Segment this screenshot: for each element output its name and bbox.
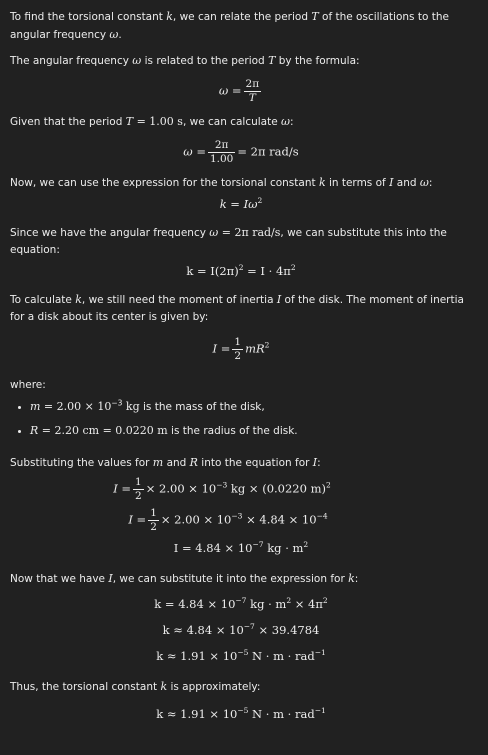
now-substitute-paragraph: Now that we have I, we can substitute it into the expression for k: [10,572,359,585]
conclusion-paragraph: Thus, the torsional constant k is approximately: [10,680,261,693]
given-period-paragraph: Given that the period T = 1.00 s, we can calculate ω: [10,115,294,128]
variable-list [10,398,472,440]
equation-k-numeric: $k \approx 4.84 \times 10^{-7} \times 39.4784$ [162,622,320,637]
equation-k-substituted: $k = I(2\pi)^2 = I \cdot 4\pi^2$ [186,263,296,278]
substituting-values-paragraph: Substituting the values for m and R into the equation for I: [10,456,321,469]
equation-final-answer: $k \approx 1.91 \times 10^{-5}$ N · m · rad$^{-1}$ [156,706,326,721]
equation-k-formula: $k = I\omega^2$ [219,196,263,211]
angular-frequency-paragraph: The angular frequency ω is related to the period T by the formula: [10,54,360,67]
equation-omega-value: ω = $\frac{2\pi}{1.00}$ = 2π rad/s [183,139,299,165]
list-item: • R = 2.20 cm = 0.0220 m is the radius of the disk. [30,422,472,440]
equation-k-approx: $k \approx 1.91 \times 10^{-5}$ N · m · rad$^{-1}$ [156,648,326,663]
list-item: • $m = 2.00 \times 10^{-3}$ kg is the mass of the disk, [30,398,472,416]
where-label: where: [10,379,46,391]
equation-inertia-substituted: I = $\frac{1}{2}$ × $2.00 \times 10^{-3}$ kg × (0.0220 m)$^2$ [113,476,331,502]
substitute-paragraph: Since we have the angular frequency ω = 2π rad/s, we can substitute this into the equation: [10,226,447,256]
intro-paragraph: To find the torsional constant k, we can relate the period T of the oscillations to the angular frequency ω. [10,10,449,41]
torsional-expression-paragraph: Now, we can use the expression for the torsional constant k in terms of I and ω: [10,176,433,189]
equation-inertia-result: $I = 4.84 \times 10^{-7}$ kg · $m^2$ [173,540,309,555]
equation-k-expanded: $k = 4.84 \times 10^{-7}$ kg · $m^2 \times 4\pi^2$ [154,596,328,611]
equation-omega-formula: ω = $\frac{2\pi}{T}$ [218,78,260,104]
equation-inertia-formula: I = $\frac{1}{2}$ $mR^2$ [212,336,270,362]
equation-inertia-simplified: I = $\frac{1}{2}$ × $2.00 \times 10^{-3} \times 4.84 \times 10^{-4}$ [128,507,328,533]
inertia-paragraph: To calculate k, we still need the moment of inertia I of the disk. The moment of inertia for a disk about its center is given by: [10,293,464,323]
